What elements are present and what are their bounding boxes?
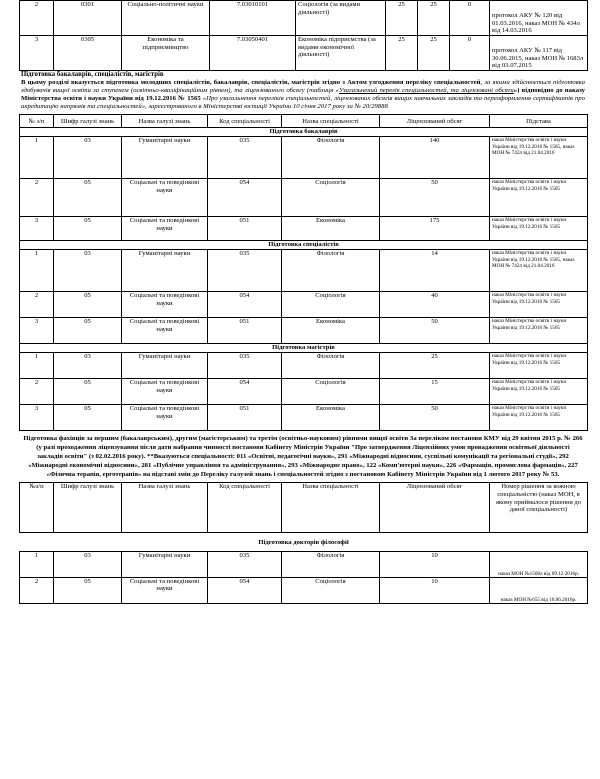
intro-part-6: «Про узагальнення переліків спеціальностей, ліцензованих обсягів вищих навчальних закладів та переоформлення сертифікатів про акредитацію напрямів та спеціальностей», зареєстрованого в Міністерстві юстиції України 10 січня 2017 року за № 20/29888: [21, 95, 585, 111]
phd-table: [19, 482, 588, 533]
top-table: [19, 0, 588, 71]
basis: наказ Міністерства освіти і науки України від 19.12.2016 № 1565: [490, 353, 588, 379]
specialty-code: 035: [208, 551, 282, 577]
volume-b: 25: [418, 36, 450, 71]
licensed-volume: 40: [380, 292, 490, 318]
basis: наказ Міністерства освіти і науки України від 19.12.2016 № 1565, наказ МОН № 742л від 21.04.2016: [490, 250, 588, 292]
branch-code: 05: [54, 577, 122, 603]
specialty-name: Соціологія: [282, 292, 380, 318]
branch-code: 03: [54, 137, 122, 179]
specialty-name: Філологія: [282, 137, 380, 179]
specialty-name: Філологія: [282, 551, 380, 577]
licensed-volume: 50: [380, 179, 490, 217]
specialty-code: 051: [208, 217, 282, 241]
header-row: [20, 483, 588, 533]
row-number: 1: [20, 137, 54, 179]
licensed-volume: 10: [380, 577, 490, 603]
branch-code: 03: [54, 353, 122, 379]
row-number: 1: [20, 250, 54, 292]
column-header: Код спеціальності: [208, 483, 282, 533]
volume-c: 0: [450, 1, 490, 36]
column-header: Шифр галузі знань: [54, 483, 122, 533]
specialty-code: 054: [208, 179, 282, 217]
basis: наказ Міністерства освіти і науки України від 19.12.2016 № 1565: [490, 217, 588, 241]
specialty-name: Економіка: [282, 217, 380, 241]
branch-code: 05: [54, 379, 122, 405]
branch-code: 05: [54, 217, 122, 241]
column-header: №з/п: [20, 483, 54, 533]
licensed-volume: 140: [380, 137, 490, 179]
table-row: [20, 551, 588, 577]
group-title-row: [20, 241, 588, 250]
licensed-volume: 25: [380, 353, 490, 379]
header-row: [20, 115, 588, 128]
branch-name: Соціальні та поведінкові науки: [122, 577, 208, 603]
specialty-name: Соціологія: [282, 179, 380, 217]
row-number: 2: [20, 292, 54, 318]
licensed-volume: 50: [380, 405, 490, 431]
specialty-name: Соціологія: [282, 577, 380, 603]
column-header: Підстава: [490, 115, 588, 128]
branch-name: Соціальні та поведінкові науки: [122, 318, 208, 344]
basis: наказ Міністерства освіти і науки України від 19.12.2016 № 1565, наказ МОН № 742л від 21.04.2016: [490, 137, 588, 179]
column-header: Назва спеціальності: [282, 483, 380, 533]
specialty-name: Філологія: [282, 250, 380, 292]
licensed-volume: 10: [380, 551, 490, 577]
row-number: 3: [20, 217, 54, 241]
intro-part-3: , за якими здійснюється підготовка здобувачів вищої освіти за ступенем (освітньо-кваліфікаційним рівнем), та ліцензованого обсягу (таблиця «: [21, 79, 585, 95]
column-header: Номер рішення за кожною спеціальністю (наказ МОН, в якому приймалося рішення до даної спеціальності): [490, 483, 588, 533]
specialty-name: Економіка: [282, 405, 380, 431]
row-number: 2: [20, 179, 54, 217]
table-row: [20, 250, 588, 292]
group-title: Підготовка спеціалістів: [20, 241, 588, 250]
basis: протокол АКУ № 120 від 01.03.2016, наказ МОН № 434л від 14.03.2016: [490, 1, 588, 36]
table-row: [20, 577, 588, 603]
specialty-name: Економіка: [282, 318, 380, 344]
specialty-code: 054: [208, 292, 282, 318]
group-title: Підготовка магістрів: [20, 344, 588, 353]
section1-title: Підготовка бакалаврів, спеціалістів, магістрів: [21, 71, 164, 78]
specialty-code: 035: [208, 250, 282, 292]
branch-name: Соціальні та поведінкові науки: [122, 292, 208, 318]
basis: наказ МОН №1508л від 09.12.2016р.: [490, 551, 588, 577]
intro-part-4: Узагальнений перелік спеціальностей, та ліцензовані обсяги: [338, 87, 514, 95]
intro-part-2: згідно з Актом узгодження переліку спеціальностей: [319, 79, 481, 86]
branch-code: 05: [54, 405, 122, 431]
group-title: Підготовка докторів філософії: [20, 539, 588, 551]
basis: наказ Міністерства освіти і науки України від 19.12.2016 № 1565: [490, 405, 588, 431]
branch-name: Соціальні та поведінкові науки: [122, 217, 208, 241]
specialty-name: Соціологія (за видами діяльності): [296, 1, 386, 36]
column-header: Ліцензований обсяг: [380, 115, 490, 128]
document-page: [19, 0, 587, 604]
branch-name: Гуманітарні науки: [122, 250, 208, 292]
table-row: [20, 179, 588, 217]
basis: наказ Міністерства освіти і науки України від 19.12.2016 № 1565: [490, 292, 588, 318]
specialty-code: 035: [208, 137, 282, 179]
specialty-code: 7.03050401: [210, 36, 296, 71]
branch-name: Соціально-політичні науки: [122, 1, 210, 36]
branch-code: 03: [54, 250, 122, 292]
specialty-code: 035: [208, 353, 282, 379]
table-row: [20, 137, 588, 179]
row-number: 2: [20, 1, 54, 36]
specialty-code: 054: [208, 577, 282, 603]
basis: наказ Міністерства освіти і науки України від 19.12.2016 № 1565: [490, 179, 588, 217]
licensed-volume: 50: [380, 318, 490, 344]
column-header: Ліцензований обсяг: [380, 483, 490, 533]
branch-code: 05: [54, 318, 122, 344]
branch-code: 05: [54, 292, 122, 318]
table-row: [20, 353, 588, 379]
column-header: Назва галузі знань: [122, 115, 208, 128]
branch-name: Гуманітарні науки: [122, 137, 208, 179]
specialty-code: 051: [208, 318, 282, 344]
row-number: 3: [20, 318, 54, 344]
table-row: [20, 217, 588, 241]
branch-code: 05: [54, 179, 122, 217]
table-row: [20, 292, 588, 318]
basis: наказ Міністерства освіти і науки України від 19.12.2016 № 1565: [490, 379, 588, 405]
phd-table-body: [19, 539, 588, 604]
branch-name: Соціальні та поведінкові науки: [122, 405, 208, 431]
section2-text: Підготовка фахівців за першим (бакалаврським), другим (магістерським) та третім (освітньо-науковим) рівнями вищої освіти За переліком постанови КМУ від 29 квітня 2015 р. № 266 (у разі проходження ліцензування після дати набрання чинності постанови Кабінету Міністрів України "Про затвердження Ліцензійних умов провадження освітньої діяльності закладів освіти" (з 02.02.2016 року). **Вказуються спеціальності: 011 «Освітні, педагогічні науки», 291 «Міжнародні відносини, суспільні комунікації та регіональні студії», 292 «Міжнародні економічні відносини», 281 «Публічне управління та адміністрування», 293 «Міжнародне право», 122 «Комп'ютерні науки», 226 «Фармація, промислова фармація», 227 «Фізична терапія, ерготерапія» на підставі змін до Переліку галузей знань і спеціальностей згідно з постановою Кабінету Міністрів України від 1 лютого 2017 року № 53.: [23, 435, 583, 479]
section1-intro: [19, 79, 587, 111]
table-row: [20, 318, 588, 344]
branch-name: Економіка та підприємництво: [122, 36, 210, 71]
row-number: 1: [20, 353, 54, 379]
specialty-code: 7.03010101: [210, 1, 296, 36]
licensed-volume: 175: [380, 217, 490, 241]
table-row: [20, 1, 588, 36]
basis: протокол АКУ № 117 від 30.06.2015, наказ МОН № 1683л від 03.07.2015: [490, 36, 588, 71]
row-number: 1: [20, 551, 54, 577]
group-title-row: [20, 344, 588, 353]
basis: наказ МОН №655 від 10.06.2016р.: [490, 577, 588, 603]
row-number: 3: [20, 36, 54, 71]
branch-name: Соціальні та поведінкові науки: [122, 179, 208, 217]
row-number: 2: [20, 577, 54, 603]
volume-a: 25: [386, 36, 418, 71]
branch-code: 0305: [54, 36, 122, 71]
specialty-name: Філологія: [282, 353, 380, 379]
basis: наказ Міністерства освіти і науки України від 19.12.2016 № 1565: [490, 318, 588, 344]
branch-code: 0301: [54, 1, 122, 36]
specialty-code: 054: [208, 379, 282, 405]
volume-b: 25: [418, 1, 450, 36]
specialty-code: 051: [208, 405, 282, 431]
branch-name: Соціальні та поведінкові науки: [122, 379, 208, 405]
row-number: 3: [20, 405, 54, 431]
volume-c: 0: [450, 36, 490, 71]
licensed-volume: 15: [380, 379, 490, 405]
table-row: [20, 379, 588, 405]
column-header: Шифр галузі знань: [54, 115, 122, 128]
group-title-row: [20, 539, 588, 551]
table-row: [20, 36, 588, 71]
table-row: [20, 405, 588, 431]
column-header: Назва галузі знань: [122, 483, 208, 533]
row-number: 2: [20, 379, 54, 405]
column-header: Код спеціальності: [208, 115, 282, 128]
volume-a: 25: [386, 1, 418, 36]
branch-name: Гуманітарні науки: [122, 353, 208, 379]
branch-code: 03: [54, 551, 122, 577]
specialty-name: Соціологія: [282, 379, 380, 405]
column-header: Назва спеціальності: [282, 115, 380, 128]
licensed-volume-table: [19, 114, 588, 431]
intro-part-5: ») відповідно до наказу Міністерства освіти і науки України від 19.12.2016 № 1565: [21, 87, 585, 103]
group-title-row: [20, 128, 588, 137]
intro-part-1: В цьому розділі вказується підготовка молодших спеціалістів, бакалаврів, спеціалістів, магістрів: [21, 79, 320, 86]
licensed-volume: 14: [380, 250, 490, 292]
specialty-name: Економіка підприємства (за видами економічної діяльності): [296, 36, 386, 71]
group-title: Підготовка бакалаврів: [20, 128, 588, 137]
branch-name: Гуманітарні науки: [122, 551, 208, 577]
column-header: № з/п: [20, 115, 54, 128]
